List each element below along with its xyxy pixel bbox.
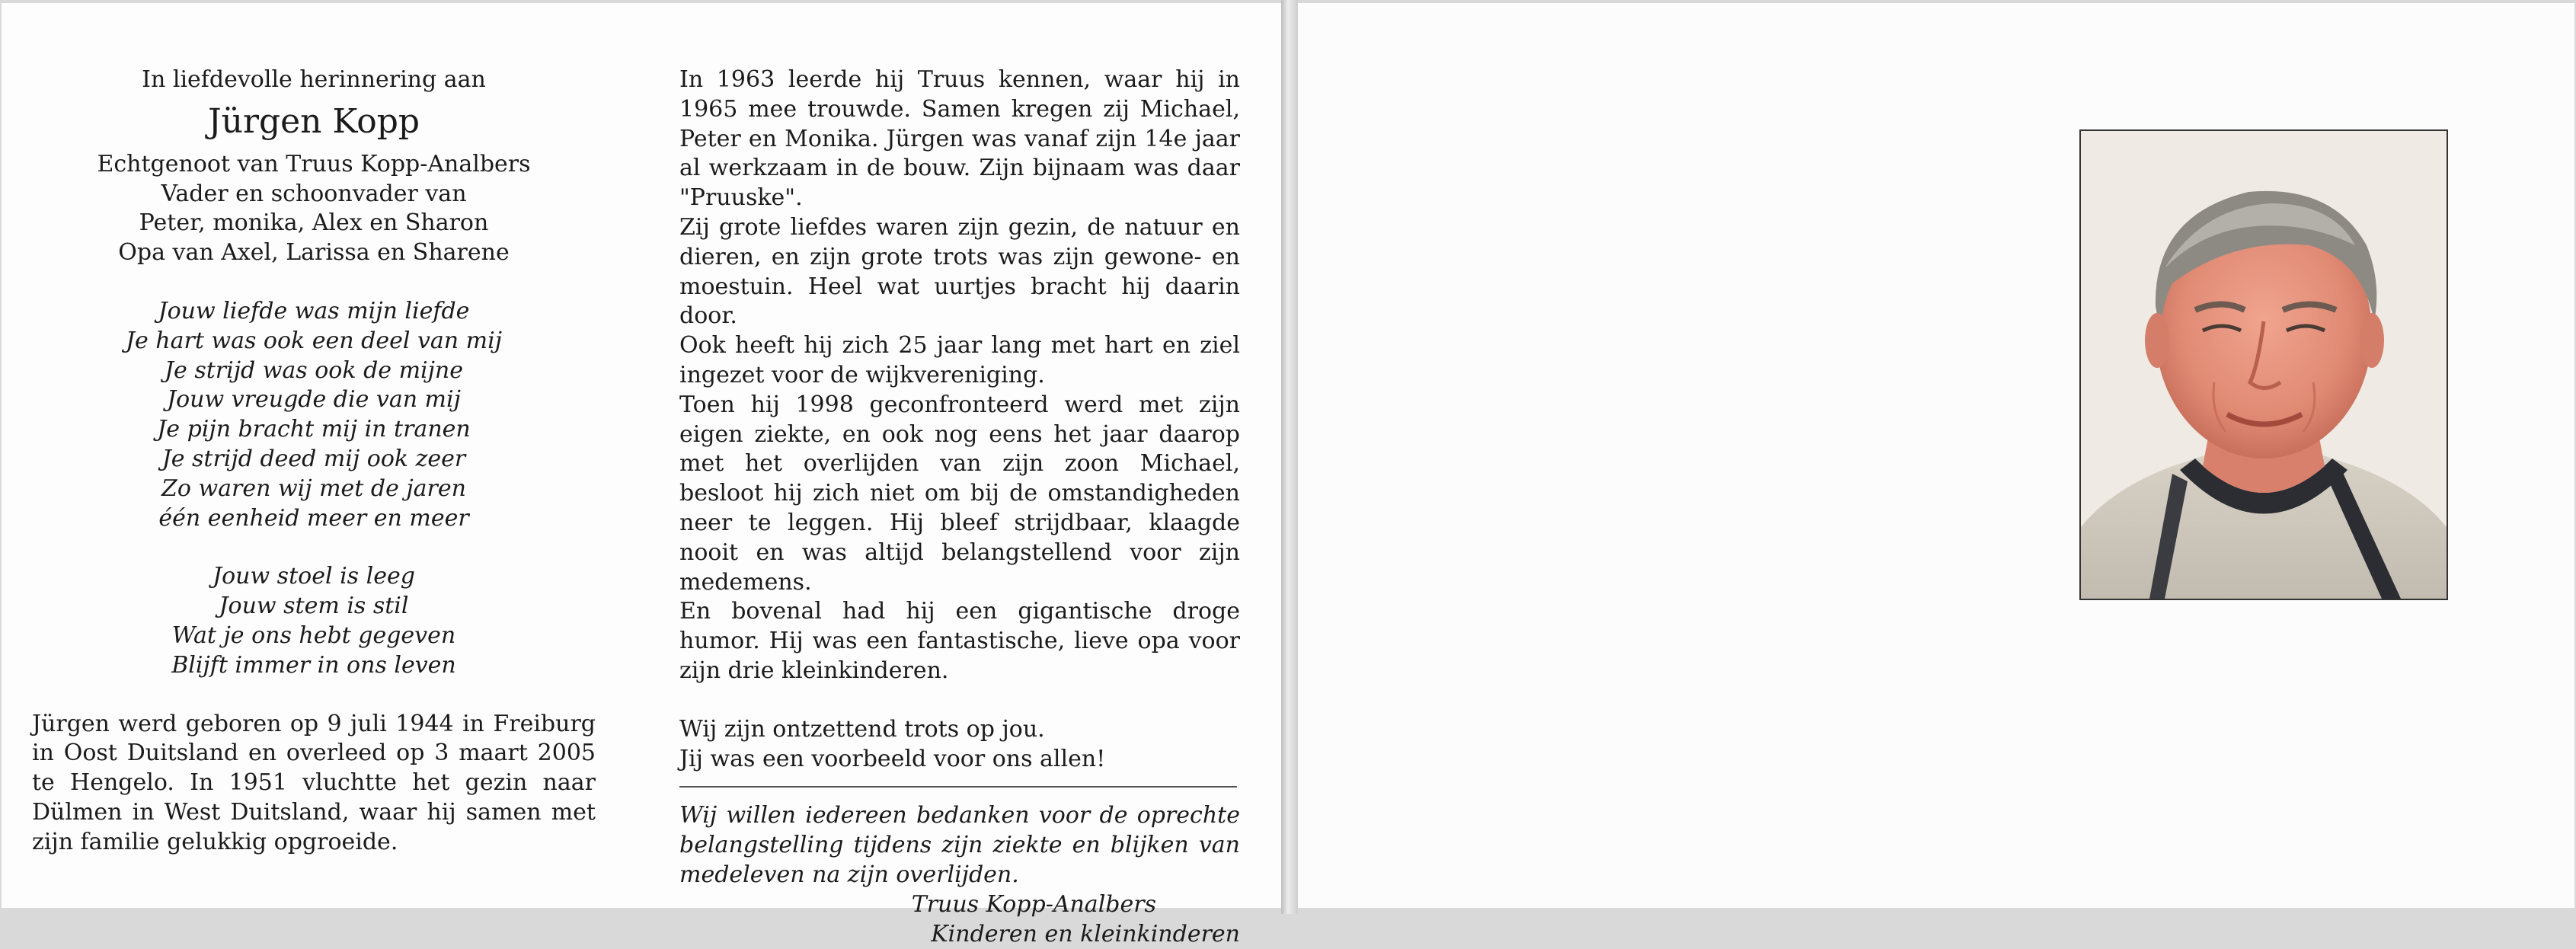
- relations-list: [32, 150, 596, 268]
- closing-lines: [679, 715, 1240, 775]
- thanks-paragraph: Wij willen iedereen bedanken voor de oprechte belangstelling tijdens zijn ziekte en blijken van medeleven na zijn overlijden.: [679, 802, 1240, 888]
- divider-line: [679, 786, 1237, 788]
- signature-line: Kinderen en kleinkinderen: [931, 920, 1240, 947]
- poem-line: Je hart was ook een deel van mij: [125, 327, 503, 354]
- deceased-name: Jürgen Kopp: [207, 101, 420, 141]
- poem-line: één eenheid meer en meer: [158, 504, 469, 532]
- poem-line: Blijft immer in ons leven: [171, 651, 456, 679]
- poem-stanza-1: [32, 297, 596, 533]
- closing-line: Wij zijn ontzettend trots op jou.: [679, 715, 1045, 743]
- signature-line: Truus Kopp-Analbers: [911, 890, 1156, 918]
- biography-paragraph: Zij grote liefdes waren zijn gezin, de natuur en dieren, en zijn grote trots was zijn gewone- en moestuin. Heel wat uurtjes bracht hij daarin door.: [679, 213, 1240, 330]
- biography-paragraph: En bovenal had hij een gigantische droge humor. Hij was een fantastische, lieve opa voor zijn drie kleinkinderen.: [679, 598, 1240, 684]
- portrait-photo-icon: [2079, 129, 2448, 600]
- poem-line: Jouw stoel is leeg: [213, 563, 415, 590]
- relation-line: Opa van Axel, Larissa en Sharene: [118, 239, 510, 267]
- poem-line: Zo waren wij met de jaren: [161, 475, 466, 502]
- poem-line: Jouw vreugde die van mij: [167, 386, 461, 414]
- biography-paragraph: In 1963 leerde hij Truus kennen, waar hij in 1965 mee trouwde. Samen kregen zij Michael, Peter en Monika. Jürgen was vanaf zijn 14e jaar al werkzaam in de bouw. Zijn bijnaam was daar "Pruuske".: [679, 66, 1240, 212]
- thanks-text: [679, 801, 1240, 890]
- memorial-heading: In liefdevolle herinnering aan: [142, 66, 486, 93]
- biography-paragraph: Ook heeft hij zich 25 jaar lang met hart en ziel ingezet voor de wijkvereniging.: [679, 332, 1240, 388]
- biography-left: [32, 710, 596, 858]
- poem-line: Wat je ons hebt gegeven: [171, 621, 456, 649]
- biography-right: [679, 66, 1240, 686]
- card-fold: [1281, 0, 1298, 914]
- relation-line: Echtgenoot van Truus Kopp-Analbers: [97, 150, 531, 177]
- poem-line: Jouw liefde was mijn liefde: [158, 297, 470, 324]
- poem-line: Je pijn bracht mij in tranen: [157, 416, 471, 443]
- poem-stanza-2: [32, 562, 596, 680]
- signature-block: [679, 890, 1240, 949]
- relation-line: Vader en schoonvader van: [161, 180, 467, 207]
- poem-line: Je strijd was ook de mijne: [165, 356, 463, 384]
- card-inside-left: [2, 3, 1281, 947]
- poem-line: Jouw stem is stil: [219, 593, 409, 620]
- biography-paragraph: Toen hij 1998 geconfronteerd werd met zijn eigen ziekte, en ook nog eens het jaar daarop met het overlijden van zijn zoon Michael, besloot hij zich niet om bij de omstandigheden neer te leggen. Hij bleef strijdbaar, klaagde nooit en was altijd belangstellend voor zijn medemens.: [679, 391, 1240, 596]
- biography-paragraph: Jürgen werd geboren op 9 juli 1944 in Freiburg in Oost Duitsland en overleed op 3 maart 2005 te Hengelo. In 1951 vluchtte het gezin naar Dülmen in West Duitsland, waar hij samen met zijn familie gelukkig opgroeide.: [32, 710, 596, 855]
- left-column: [32, 66, 596, 858]
- middle-column: [679, 66, 1240, 949]
- poem-line: Je strijd deed mij ook zeer: [161, 445, 466, 472]
- relation-line: Peter, monika, Alex en Sharon: [139, 209, 489, 237]
- closing-line: Jij was een voorbeeld voor ons allen!: [679, 745, 1106, 772]
